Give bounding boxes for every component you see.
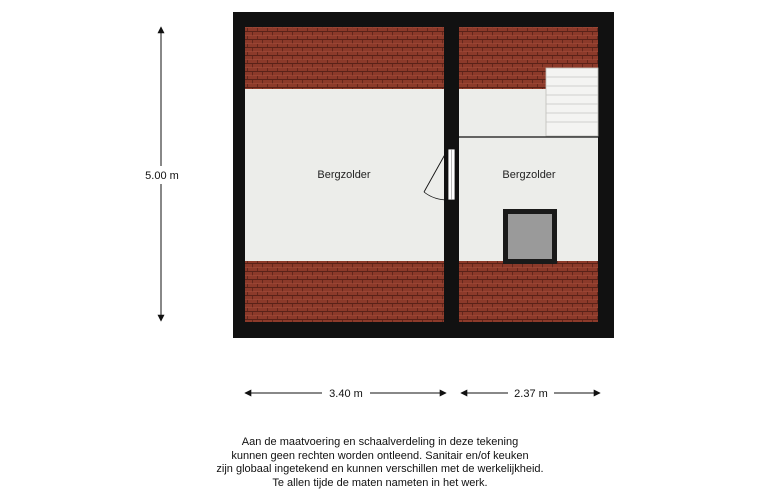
disclaimer-line: Aan de maatvoering en schaalverdeling in deze tekening: [241, 436, 519, 448]
skylight: [503, 209, 557, 264]
disclaimer-line: kunnen geen rechten worden ontleend. Sanitair en/of keuken: [231, 449, 529, 462]
disclaimer-line: zijn globaal ingetekend en kunnen verschillen met de werkelijkheid.: [216, 463, 544, 475]
height-dimension-label: 5.00 m: [145, 170, 179, 182]
roof-tiles-left-top: [245, 27, 444, 89]
room-label-left: Bergzolder: [317, 169, 371, 181]
roof-tiles-left-bottom: [245, 261, 444, 322]
width-right-dimension-label: 2.37 m: [514, 388, 548, 400]
roof-tiles-right-bottom: [459, 261, 598, 322]
center-wall-bottom: [444, 204, 459, 322]
disclaimer-text: [180, 436, 580, 490]
staircase: [546, 68, 598, 136]
width-left-dimension-label: 3.40 m: [329, 388, 363, 400]
center-wall-top: [444, 27, 459, 145]
room-label-right: Bergzolder: [502, 169, 556, 181]
disclaimer-line: Te allen tijde de maten nameten in het werk.: [272, 476, 488, 489]
